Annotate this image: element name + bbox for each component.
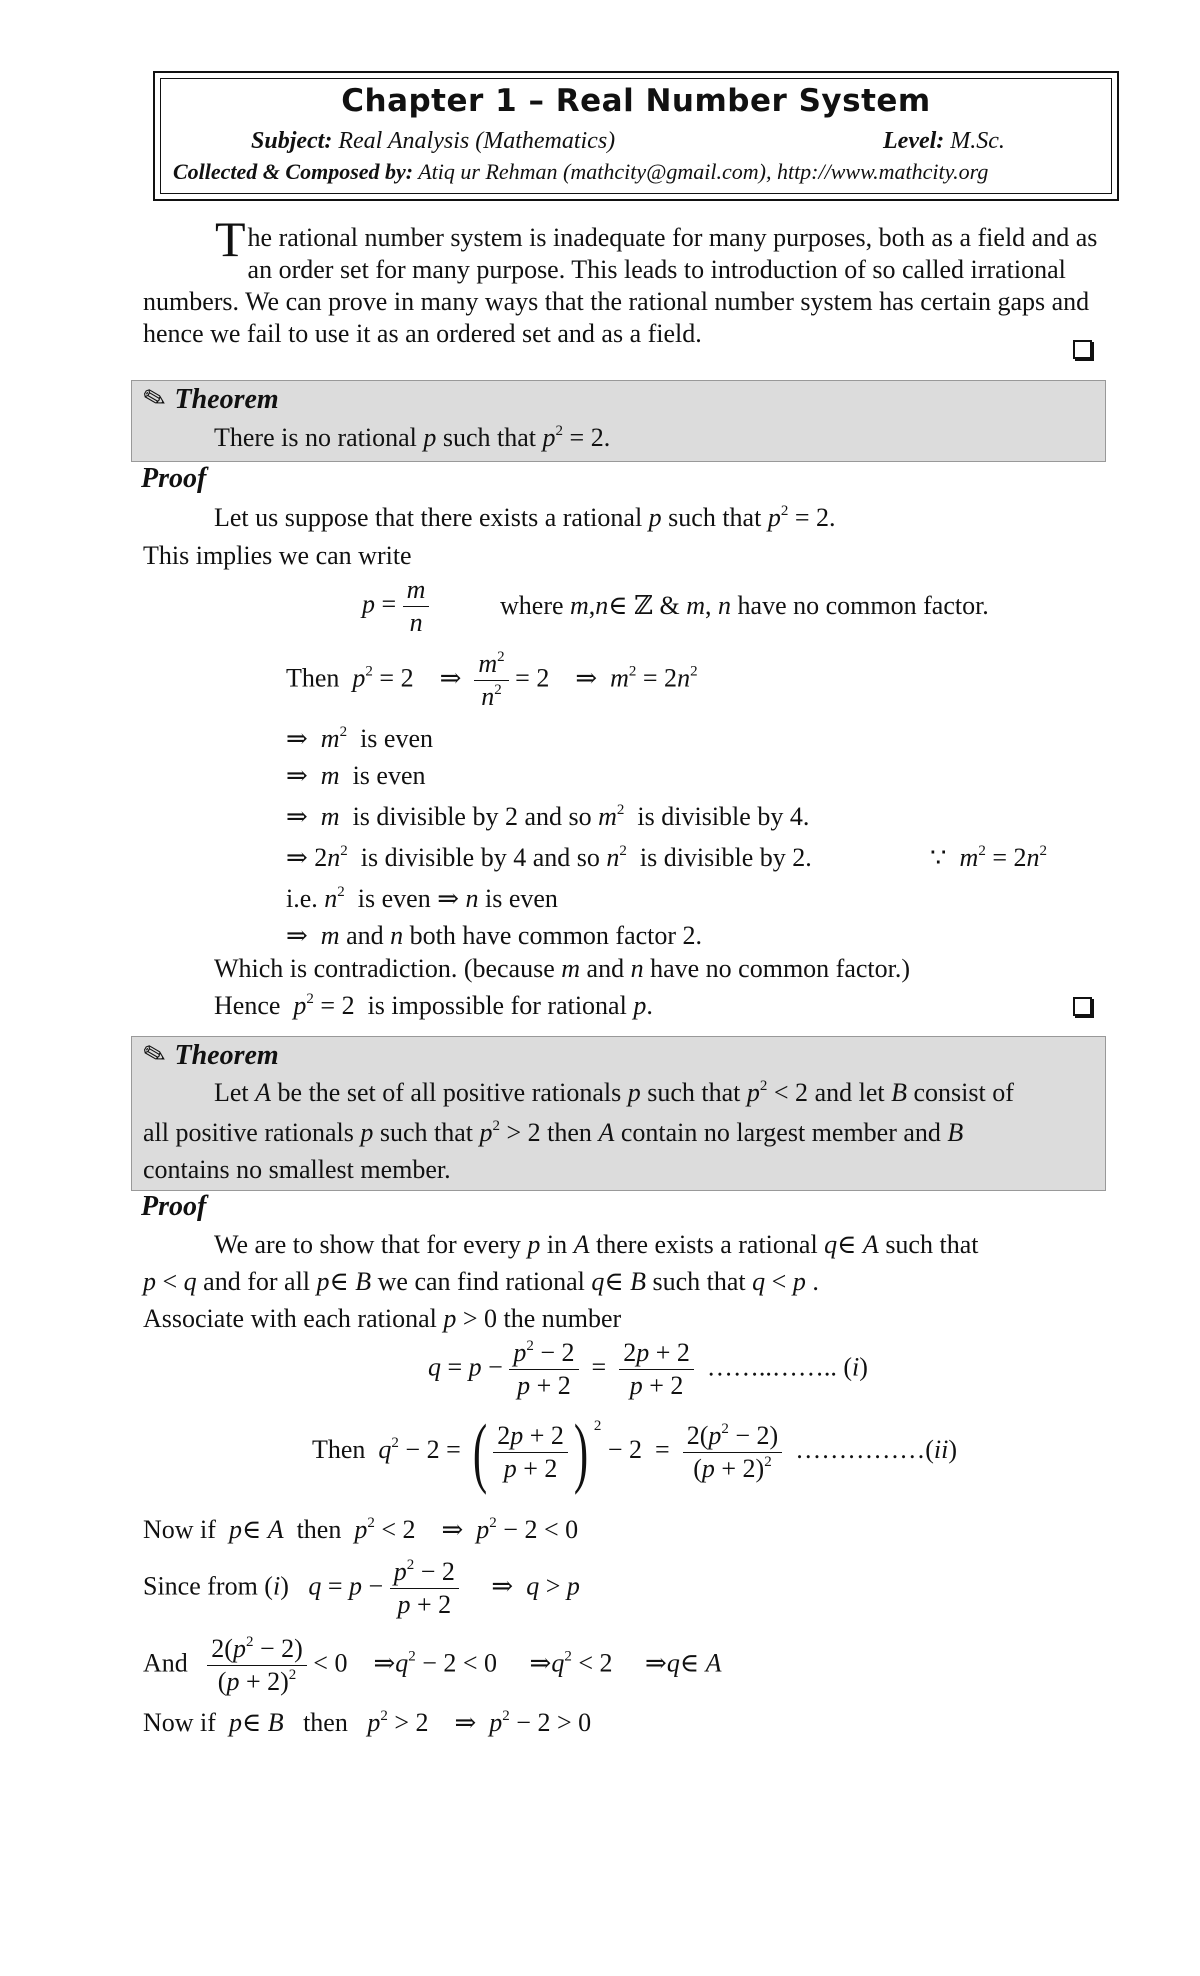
level-label: Level: bbox=[883, 128, 945, 154]
proof1-line2: This implies we can write bbox=[143, 541, 412, 570]
p-equals-m-over-n: p = $\frac{m}{n}$ bbox=[362, 574, 429, 639]
now-if-p-in-B: Now if p∈ B then $p^2 > 2$ ⇒ $p^2 - 2 > 0$ bbox=[143, 1708, 592, 1737]
theorem2-line1: Let A be the set of all positive rationals p such that $p^2 < 2$ and let B consist of bbox=[214, 1078, 1014, 1107]
chapter-title: Chapter 1 – Real Number System bbox=[341, 83, 931, 119]
intro-text: he rational number system is inadequate for many purposes, both as a field and as an order set for many purpose. This leads to introduction of so called irrational numbers. We can prove in many ways that the rational number system has certain gaps and hence we fail to use it as an ordered set and as a field. bbox=[143, 223, 1098, 348]
since-from-i: Since from (i) q = p − $\frac{p^2 - 2}{p + 2}$ ⇒ q > p bbox=[143, 1557, 580, 1619]
because-m2-2n2: ∵ $m^2 = 2n^2$ bbox=[930, 843, 1047, 872]
contradiction-line: Which is contradiction. (because m and n have no common factor.) bbox=[214, 954, 911, 983]
end-of-paragraph-box-icon bbox=[1073, 340, 1092, 359]
level-value: M.Sc. bbox=[950, 128, 1005, 154]
proof2-heading: Proof bbox=[141, 1191, 207, 1222]
theorem1-statement: There is no rational p such that $p^2 = 2$. bbox=[214, 423, 611, 452]
proof1-line1: Let us suppose that there exists a rational p such that $p^2 = 2$. bbox=[214, 503, 836, 532]
collected-label: Collected & Composed by: bbox=[173, 159, 414, 184]
and-line: And $\frac{2(p^2 - 2)}{(p + 2)^2}$ < 0 $\Rightarrow q^2 - 2 < 0$ $\Rightarrow q^2 < 2$ ⇒q∈ A bbox=[143, 1634, 722, 1696]
n-div-2: ⇒ $2n^2$ is divisible by 4 and so $n^2$ is divisible by 2. bbox=[286, 843, 812, 872]
n-even: i.e. $n^2$ is even ⇒ n is even bbox=[286, 884, 558, 913]
equation-ii: Then $q^2 - 2$ = ( $\frac{2p + 2}{p + 2}$ ) $^2$ − 2 = $\frac{2(p^2 - 2)}{(p + 2)^2}$ ……………(ii) bbox=[312, 1408, 958, 1495]
subject-value: Real Analysis (Mathematics) bbox=[338, 128, 616, 154]
m-div-4: ⇒ m is divisible by 2 and so $m^2$ is divisible by 4. bbox=[286, 802, 810, 831]
equation-i: q = p − $\frac{p^2 - 2}{p + 2}$ = $\frac{2p + 2}{p + 2}$ ……..…….. (i) bbox=[428, 1338, 868, 1400]
subject-line bbox=[251, 128, 615, 155]
subject-label: Subject: bbox=[251, 128, 333, 154]
theorem2-line2: all positive rationals p such that $p^2 > 2$ then A contain no largest member and B bbox=[143, 1118, 964, 1147]
theorem1-heading: ✎ Theorem bbox=[139, 381, 279, 418]
level-line bbox=[883, 128, 1005, 155]
theorem2-heading: ✎ Theorem bbox=[139, 1037, 279, 1074]
intro-paragraph bbox=[143, 211, 1103, 350]
where-clause: where m,n∈ ℤ & m, n have no common factor. bbox=[500, 591, 989, 620]
proof2-line3: Associate with each rational p > 0 the number bbox=[143, 1304, 622, 1333]
end-of-proof-box-icon bbox=[1073, 997, 1092, 1016]
theorem2-line3: contains no smallest member. bbox=[143, 1155, 451, 1184]
proof1-heading: Proof bbox=[141, 463, 207, 494]
m-even: ⇒ m is even bbox=[286, 761, 426, 790]
header-frame bbox=[153, 71, 1119, 201]
m2-even: ⇒ $m^2$ is even bbox=[286, 724, 433, 753]
proof2-line2: p < q and for all p∈ B we can find rational q∈ B such that q < p . bbox=[143, 1267, 819, 1296]
proof2-line1: We are to show that for every p in A there exists a rational q∈ A such that bbox=[214, 1230, 979, 1259]
hence-line: Hence $p^2 = 2$ is impossible for rational p. bbox=[214, 991, 653, 1020]
pencil-icon: ✎ bbox=[139, 381, 171, 418]
collected-line bbox=[173, 159, 988, 185]
intro-dropcap: T bbox=[215, 211, 246, 267]
common-factor-line: ⇒ m and n both have common factor 2. bbox=[286, 921, 703, 950]
now-if-p-in-A: Now if p∈ A then $p^2 < 2$ ⇒ $p^2 - 2 < 0$ bbox=[143, 1515, 579, 1544]
pencil-icon: ✎ bbox=[139, 1037, 171, 1074]
collected-value: Atiq ur Rehman (mathcity@gmail.com), http://www.mathcity.org bbox=[418, 159, 989, 184]
then-equation: Then $p^2 = 2$ ⇒ $\frac{m^2}{n^2}$ = 2 ⇒ $m^2 = 2n^2$ bbox=[286, 649, 698, 711]
